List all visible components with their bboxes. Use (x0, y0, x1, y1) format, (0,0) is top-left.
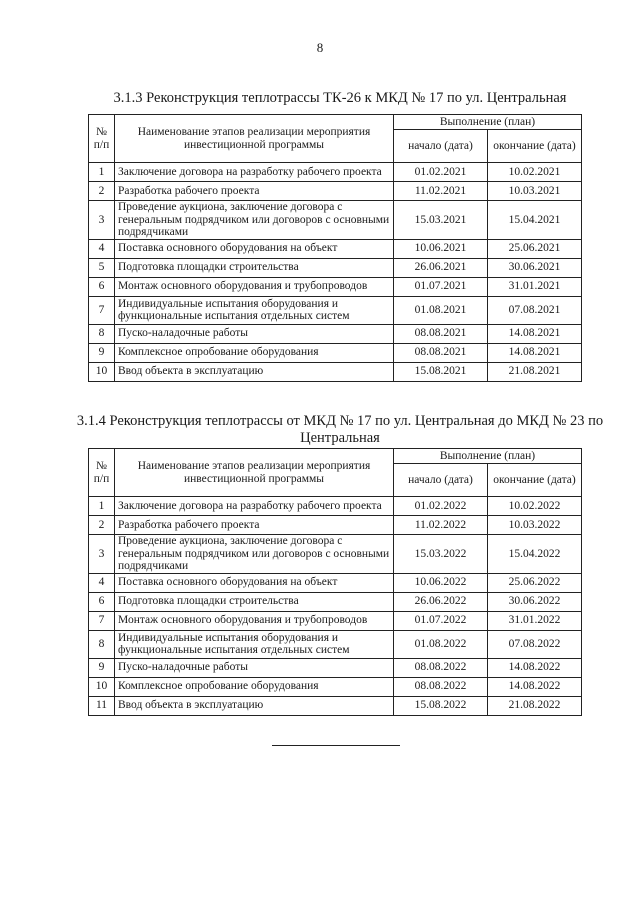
stage-name: Комплексное опробование оборудования (115, 677, 394, 696)
start-date: 01.07.2021 (394, 277, 488, 296)
row-number: 4 (89, 239, 115, 258)
end-date: 30.06.2021 (488, 258, 582, 277)
end-date: 14.08.2022 (488, 677, 582, 696)
end-date: 10.02.2021 (488, 163, 582, 182)
start-date: 15.03.2021 (394, 201, 488, 240)
table-row (89, 277, 582, 296)
row-number: 3 (89, 201, 115, 240)
end-date: 14.08.2022 (488, 658, 582, 677)
stage-name: Проведение аукциона, заключение договора с генеральным подрядчиком или договоров с основными подрядчиками (115, 201, 394, 240)
stage-name: Заключение договора на разработку рабочего проекта (115, 497, 394, 516)
row-number: 10 (89, 362, 115, 381)
stage-name: Монтаж основного оборудования и трубопроводов (115, 611, 394, 630)
table-header (89, 115, 582, 163)
column-header-end: окончание (дата) (488, 464, 582, 497)
row-number: 3 (89, 535, 115, 574)
start-date: 01.07.2022 (394, 611, 488, 630)
table-row (89, 201, 582, 240)
start-date: 10.06.2022 (394, 573, 488, 592)
end-rule (272, 745, 400, 746)
column-header-stage: Наименование этапов реализации мероприятия инвестиционной программы (115, 115, 394, 163)
column-header-execution: Выполнение (план) (394, 449, 582, 464)
start-date: 08.08.2021 (394, 324, 488, 343)
stage-name: Индивидуальные испытания оборудования и функциональные испытания отдельных систем (115, 630, 394, 658)
row-number: 1 (89, 497, 115, 516)
row-number: 2 (89, 516, 115, 535)
row-number: 10 (89, 677, 115, 696)
end-date: 30.06.2022 (488, 592, 582, 611)
section-title: 3.1.3 Реконструкция теплотрассы ТК-26 к МКД № 17 по ул. Центральная (113, 90, 567, 106)
table-body (89, 497, 582, 716)
row-number: 4 (89, 573, 115, 592)
start-date: 15.08.2021 (394, 362, 488, 381)
table-row (89, 592, 582, 611)
stage-name: Комплексное опробование оборудования (115, 343, 394, 362)
row-number: 5 (89, 258, 115, 277)
table-header (89, 449, 582, 497)
page-number: 8 (316, 40, 324, 55)
stage-name: Поставка основного оборудования на объект (115, 239, 394, 258)
end-date: 10.03.2022 (488, 516, 582, 535)
end-date: 07.08.2021 (488, 296, 582, 324)
table-row (89, 516, 582, 535)
column-header-number: № п/п (89, 115, 115, 163)
start-date: 01.08.2022 (394, 630, 488, 658)
table-row (89, 362, 582, 381)
row-number: 1 (89, 163, 115, 182)
stage-name: Пуско-наладочные работы (115, 658, 394, 677)
table-row (89, 573, 582, 592)
stage-name: Разработка рабочего проекта (115, 182, 394, 201)
schedule-table (88, 114, 582, 382)
start-date: 08.08.2022 (394, 658, 488, 677)
row-number: 8 (89, 630, 115, 658)
end-date: 31.01.2022 (488, 611, 582, 630)
stage-name: Индивидуальные испытания оборудования и функциональные испытания отдельных систем (115, 296, 394, 324)
row-number: 6 (89, 277, 115, 296)
start-date: 26.06.2021 (394, 258, 488, 277)
end-date: 14.08.2021 (488, 324, 582, 343)
table-row (89, 677, 582, 696)
stage-name: Ввод объекта в эксплуатацию (115, 362, 394, 381)
row-number: 8 (89, 324, 115, 343)
start-date: 26.06.2022 (394, 592, 488, 611)
start-date: 01.08.2021 (394, 296, 488, 324)
table-row (89, 239, 582, 258)
table-row (89, 630, 582, 658)
stage-name: Разработка рабочего проекта (115, 516, 394, 535)
end-date: 21.08.2021 (488, 362, 582, 381)
stage-name: Проведение аукциона, заключение договора с генеральным подрядчиком или договоров с основными подрядчиками (115, 535, 394, 574)
row-number: 6 (89, 592, 115, 611)
start-date: 01.02.2022 (394, 497, 488, 516)
stage-name: Пуско-наладочные работы (115, 324, 394, 343)
schedule-table (88, 448, 582, 716)
start-date: 01.02.2021 (394, 163, 488, 182)
start-date: 11.02.2022 (394, 516, 488, 535)
table-row (89, 611, 582, 630)
end-date: 10.02.2022 (488, 497, 582, 516)
table-body (89, 163, 582, 382)
row-number: 7 (89, 611, 115, 630)
start-date: 11.02.2021 (394, 182, 488, 201)
row-number: 11 (89, 696, 115, 715)
table-row (89, 343, 582, 362)
table-row (89, 324, 582, 343)
table-row (89, 296, 582, 324)
table-row (89, 163, 582, 182)
stage-name: Ввод объекта в эксплуатацию (115, 696, 394, 715)
start-date: 10.06.2021 (394, 239, 488, 258)
stage-name: Монтаж основного оборудования и трубопроводов (115, 277, 394, 296)
table-row (89, 182, 582, 201)
table-row (89, 535, 582, 574)
end-date: 10.03.2021 (488, 182, 582, 201)
row-number: 9 (89, 658, 115, 677)
table-row (89, 696, 582, 715)
end-date: 15.04.2022 (488, 535, 582, 574)
end-date: 21.08.2022 (488, 696, 582, 715)
start-date: 15.03.2022 (394, 535, 488, 574)
column-header-number: № п/п (89, 449, 115, 497)
end-date: 25.06.2021 (488, 239, 582, 258)
stage-name: Подготовка площадки строительства (115, 592, 394, 611)
table-row (89, 497, 582, 516)
stage-name: Поставка основного оборудования на объект (115, 573, 394, 592)
column-header-stage: Наименование этапов реализации мероприятия инвестиционной программы (115, 449, 394, 497)
row-number: 7 (89, 296, 115, 324)
table-row (89, 258, 582, 277)
start-date: 08.08.2022 (394, 677, 488, 696)
column-header-execution: Выполнение (план) (394, 115, 582, 130)
end-date: 07.08.2022 (488, 630, 582, 658)
row-number: 9 (89, 343, 115, 362)
column-header-start: начало (дата) (394, 464, 488, 497)
stage-name: Заключение договора на разработку рабочего проекта (115, 163, 394, 182)
end-date: 15.04.2021 (488, 201, 582, 240)
end-date: 31.01.2021 (488, 277, 582, 296)
table-row (89, 658, 582, 677)
end-date: 14.08.2021 (488, 343, 582, 362)
start-date: 15.08.2022 (394, 696, 488, 715)
row-number: 2 (89, 182, 115, 201)
column-header-start: начало (дата) (394, 130, 488, 163)
start-date: 08.08.2021 (394, 343, 488, 362)
end-date: 25.06.2022 (488, 573, 582, 592)
column-header-end: окончание (дата) (488, 130, 582, 163)
stage-name: Подготовка площадки строительства (115, 258, 394, 277)
section-title: 3.1.4 Реконструкция теплотрассы от МКД № 17 по ул. Центральная до МКД № 23 по Центральная (76, 413, 604, 446)
